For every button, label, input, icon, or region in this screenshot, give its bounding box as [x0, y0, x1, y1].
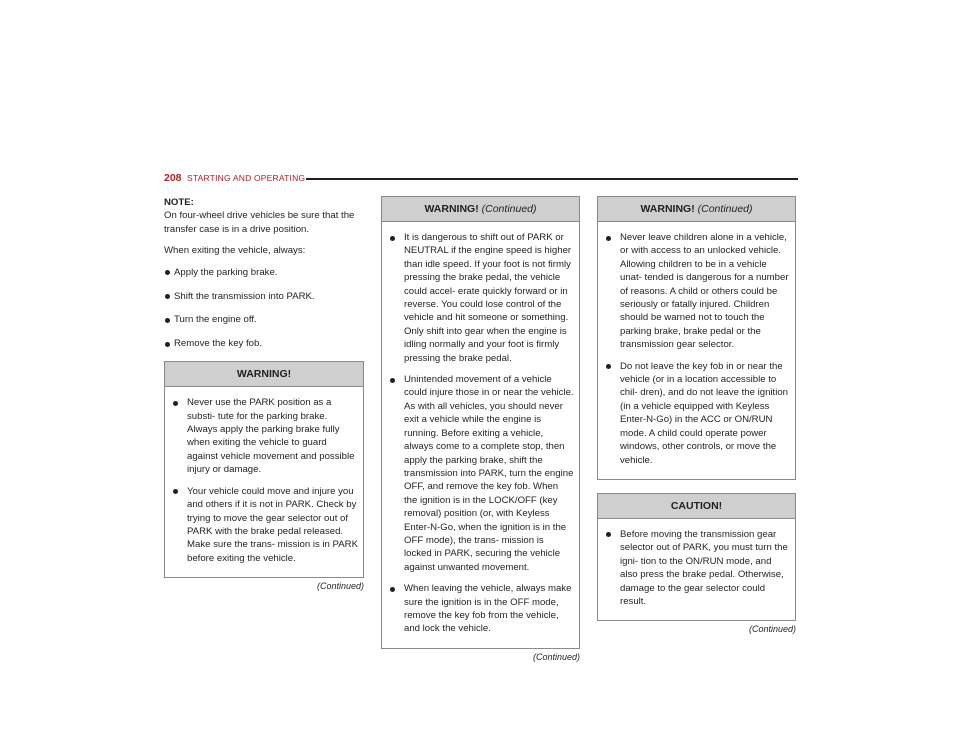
column-2 — [381, 196, 580, 664]
bullet-icon — [606, 236, 611, 241]
bullet-icon — [165, 342, 170, 347]
page-number: 208 — [164, 172, 182, 184]
warning-title: WARNING! — [165, 362, 363, 387]
caution-title: CAUTION! — [598, 494, 795, 519]
continued-label: (Continued) — [532, 651, 580, 662]
list-item: Remove the key fob. — [164, 337, 364, 350]
bullet-icon — [165, 294, 170, 299]
warning-title: WARNING! (Continued) — [382, 197, 579, 222]
list-item: Before moving the transmission gear selector out of PARK, you must turn the igni- tion to the ON/RUN mode, and also press the brake pedal. Otherwise, damage to the gear selector could result. — [606, 528, 790, 608]
note-text: On four-wheel drive vehicles be sure that the transfer case is in a drive position. — [164, 210, 355, 235]
list-item: Shift the transmission into PARK. — [164, 290, 364, 303]
section-title: STARTING AND OPERATING — [187, 173, 306, 183]
note-label: NOTE: — [164, 197, 194, 208]
warning-box — [164, 361, 364, 578]
warning-list — [598, 222, 795, 479]
page-header — [164, 172, 798, 186]
continued-label: (Continued) — [316, 581, 364, 592]
list-item: It is dangerous to shift out of PARK or NEUTRAL if the engine speed is higher than idle speed. If your foot is not firmly pressing the brake pedal, the vehicle could accel- erate quickly forward or in reverse. You could lose control of the vehicle and hit someone or something. Only shift into gear when the engine is idling normally and your foot is firmly pressing the brake pedal. — [390, 231, 574, 365]
column-3 — [597, 196, 796, 637]
warning-title: WARNING! (Continued) — [598, 197, 795, 222]
list-item: Never leave children alone in a vehicle, or with access to an unlocked vehicle. Allowing children to be in a vehicle unat- tended is dangerous for a number of reasons. A child or others could be seriously or fatally injured. Children should be warned not to touch the parking brake, brake pedal or the transmission gear selector. — [606, 231, 790, 352]
header-rule — [306, 178, 798, 180]
list-item: When leaving the vehicle, always make sure the ignition is in the OFF mode, remove the key fob from the vehicle, and lock the vehicle. — [390, 582, 574, 636]
bullet-icon — [390, 587, 395, 592]
bullet-icon — [606, 364, 611, 369]
continued-label: (Continued) — [748, 624, 796, 635]
bullet-icon — [173, 401, 178, 406]
warning-box — [381, 196, 580, 649]
bullet-icon — [165, 270, 170, 275]
warning-box — [597, 196, 796, 480]
warning-list — [382, 222, 579, 648]
caution-box — [597, 493, 796, 621]
bullet-icon — [165, 318, 170, 323]
list-item: Apply the parking brake. — [164, 266, 364, 279]
list-item: Unintended movement of a vehicle could injure those in or near the vehicle. As with all vehicles, you should never exit a vehicle while the engine is running. Before exiting a vehicle, always come to a complete stop, then apply the parking brake, shift the transmission into PARK, turn the engine OFF, and remove the key fob. When the ignition is in the LOCK/OFF (key removal) position (or, with Keyless Enter-N-Go, when the ignition is in the OFF mode), the trans- mission is locked in PARK, securing the vehicle against unwanted movement. — [390, 373, 574, 574]
list-item: Never use the PARK position as a substi- tute for the parking brake. Always apply the parking brake fully when exiting the vehicle to guard against vehicle movement and possible injury or damage. — [173, 396, 358, 476]
warning-list — [165, 387, 363, 577]
list-item: Do not leave the key fob in or near the vehicle (or in a location accessible to chil- dren), and do not leave the ignition (in a vehicle equipped with Keyless Enter-N-Go) in the ACC or ON/RUN mode. A child could operate power windows, other controls, or move the vehicle. — [606, 360, 790, 467]
column-1 — [164, 196, 364, 594]
bullet-icon — [173, 489, 178, 494]
exit-steps-list — [164, 266, 364, 351]
bullet-icon — [390, 236, 395, 241]
caution-list — [598, 519, 795, 620]
list-item: Turn the engine off. — [164, 313, 364, 326]
exit-intro: When exiting the vehicle, always: — [164, 245, 306, 257]
list-item: Your vehicle could move and injure you and others if it is not in PARK. Check by trying to move the gear selector out of PARK with the brake pedal released. Make sure the trans- mission is in PARK before exiting the vehicle. — [173, 485, 358, 565]
bullet-icon — [606, 532, 611, 537]
bullet-icon — [390, 378, 395, 383]
